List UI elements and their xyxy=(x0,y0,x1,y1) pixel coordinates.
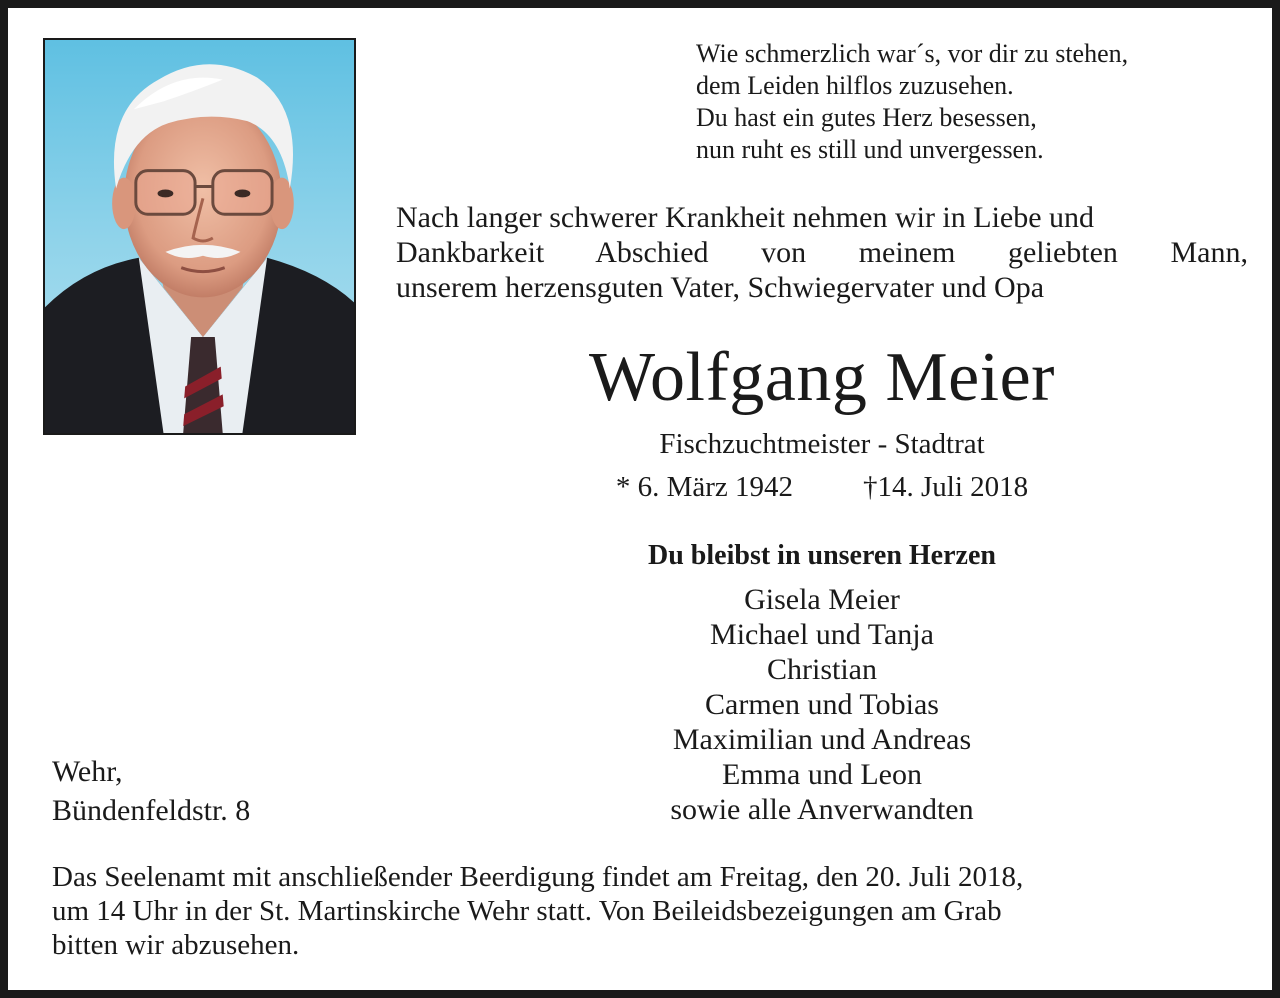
family-address xyxy=(52,752,250,830)
life-dates xyxy=(396,468,1248,506)
portrait-photo xyxy=(43,38,356,435)
portrait-illustration xyxy=(45,40,354,433)
mourner-name: Michael und Tanja xyxy=(710,618,934,651)
farewell-line: unserem herzensguten Vater, Schwiegervater und Opa xyxy=(396,271,1045,304)
poem-line: Du hast ein gutes Herz besessen, xyxy=(696,103,1037,132)
mourner-name: Carmen und Tobias xyxy=(705,688,939,721)
funeral-details xyxy=(52,860,1248,962)
poem-line: dem Leiden hilflos zuzusehen. xyxy=(696,71,1014,100)
farewell-text xyxy=(396,200,1248,305)
mourner-name: Gisela Meier xyxy=(744,583,900,616)
funeral-line: um 14 Uhr in der St. Martinskirche Wehr statt. Von Beileidsbezeigungen am Grab xyxy=(52,895,1002,927)
poem-line: nun ruht es still und unvergessen. xyxy=(696,135,1044,164)
funeral-line: bitten wir abzusehen. xyxy=(52,929,300,961)
mourner-name: sowie alle Anverwandten xyxy=(670,793,974,826)
funeral-line: Das Seelenamt mit anschließender Beerdigung findet am Freitag, den 20. Juli 2018, xyxy=(52,861,1024,893)
memorial-poem xyxy=(696,38,1256,166)
mourners-list xyxy=(396,582,1248,827)
deceased-name: Wolfgang Meier xyxy=(589,339,1055,416)
farewell-line: Dankbarkeit Abschied von meinem geliebten Mann, xyxy=(396,236,1248,269)
mourner-name: Christian xyxy=(767,653,877,686)
death-date: †14. Juli 2018 xyxy=(863,471,1029,503)
birth-date: * 6. März 1942 xyxy=(615,471,794,503)
address-town: Wehr, xyxy=(52,755,123,788)
memorial-motto: Du bleibst in unseren Herzen xyxy=(648,540,996,571)
poem-line: Wie schmerzlich war´s, vor dir zu stehen, xyxy=(696,39,1129,68)
farewell-line: Nach langer schwerer Krankheit nehmen wir in Liebe und xyxy=(396,201,1095,234)
address-street: Bündenfeldstr. 8 xyxy=(52,794,251,827)
mourner-name: Maximilian und Andreas xyxy=(672,723,972,756)
mourner-name: Emma und Leon xyxy=(722,758,922,791)
deceased-occupation: Fischzuchtmeister - Stadtrat xyxy=(659,428,985,460)
